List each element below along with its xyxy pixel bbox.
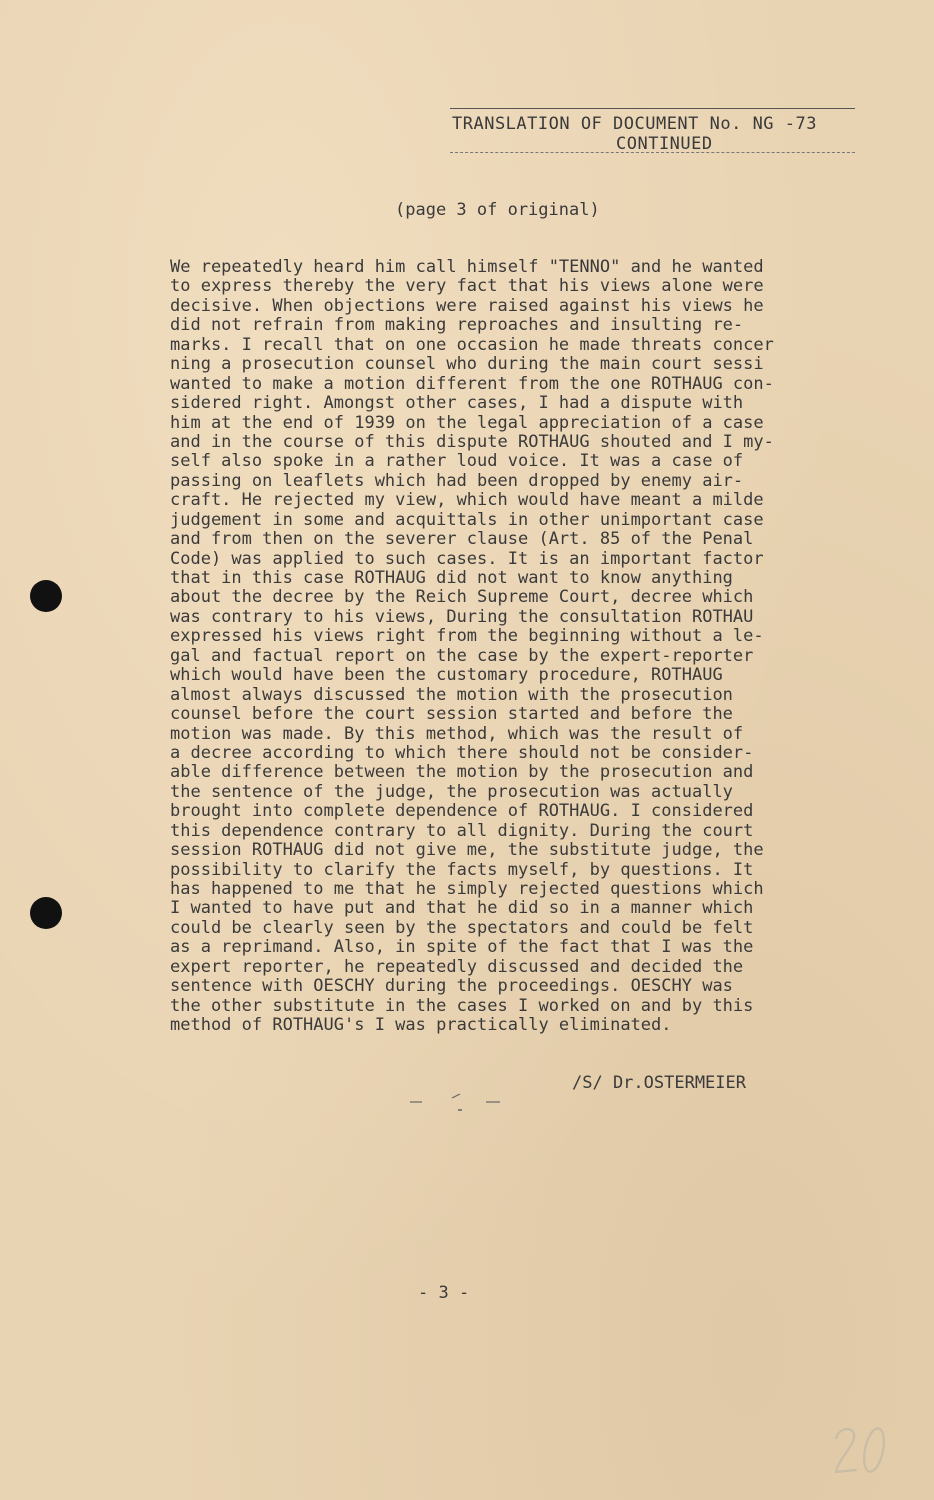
header-title: TRANSLATION OF DOCUMENT No. NG -73 — [452, 114, 817, 134]
body-text — [170, 258, 870, 1036]
body-line: session ROTHAUG did not give me, the substitute judge, the — [170, 840, 764, 861]
body-line: and from then on the severer clause (Art. 85 of the Penal — [170, 529, 754, 550]
body-line: craft. He rejected my view, which would have meant a milde — [170, 490, 764, 511]
body-line: was contrary to his views, During the consultation ROTHAU — [170, 606, 754, 627]
body-line: and in the course of this dispute ROTHAUG shouted and I my- — [170, 431, 774, 452]
body-line: as a reprimand. Also, in spite of the fact that I was the — [170, 937, 754, 958]
body-line: marks. I recall that on one occasion he made threats concer — [170, 334, 774, 355]
body-line: a decree according to which there should not be consider- — [170, 742, 754, 763]
body-line: judgement in some and acquittals in other unimportant case — [170, 509, 764, 530]
body-line: ning a prosecution counsel who during the main court sessi — [170, 354, 764, 375]
body-line: able difference between the motion by the prosecution and — [170, 762, 754, 783]
body-line: the other substitute in the cases I worked on and by this — [170, 995, 754, 1016]
body-line: him at the end of 1939 on the legal appreciation of a case — [170, 412, 764, 433]
body-line: the sentence of the judge, the prosecution was actually — [170, 781, 733, 802]
original-page-note: (page 3 of original) — [395, 200, 600, 220]
body-line: this dependence contrary to all dignity. During the court — [170, 820, 754, 841]
body-line: almost always discussed the motion with the prosecution — [170, 684, 733, 705]
body-line: that in this case ROTHAUG did not want to know anything — [170, 568, 733, 588]
body-line: brought into complete dependence of ROTHAUG. I considered — [170, 801, 754, 822]
body-line: decisive. When objections were raised against his views he — [170, 295, 764, 316]
body-line: counsel before the court session started and before the — [170, 704, 733, 725]
body-line: sentence with OESCHY during the proceedings. OESCHY was — [170, 976, 733, 997]
body-line: wanted to make a motion different from the one ROTHAUG con- — [170, 373, 774, 394]
body-line: Code) was applied to such cases. It is an important factor — [170, 548, 764, 569]
page-number: - 3 - — [418, 1283, 470, 1303]
body-line: passing on leaflets which had been dropped by enemy air- — [170, 470, 744, 491]
body-line: We repeatedly heard him call himself "TENNO" and he wanted — [170, 257, 764, 277]
body-line: has happened to me that he simply rejected questions which — [170, 879, 764, 899]
punch-hole — [30, 580, 62, 612]
body-line: expert reporter, he repeatedly discussed and decided the — [170, 956, 744, 977]
body-line: possibility to clarify the facts myself, by questions. It — [170, 859, 754, 880]
handwritten-page-number — [830, 1420, 890, 1480]
body-line: expressed his views right from the beginning without a le- — [170, 626, 764, 647]
body-line: which would have been the customary procedure, ROTHAUG — [170, 665, 723, 686]
signature-line: /S/ Dr.OSTERMEIER — [572, 1073, 746, 1093]
body-line: to express thereby the very fact that his views alone were — [170, 276, 764, 297]
header-bottom-rule — [450, 152, 855, 153]
header-continued: CONTINUED — [616, 134, 713, 154]
body-line: could be clearly seen by the spectators and could be felt — [170, 917, 754, 938]
signature-marks — [408, 1090, 503, 1114]
body-line: method of ROTHAUG's I was practically eliminated. — [170, 1015, 672, 1036]
body-line: sidered right. Amongst other cases, I had a dispute with — [170, 393, 744, 414]
header-top-rule — [450, 108, 855, 109]
punch-hole — [30, 897, 62, 929]
body-line: about the decree by the Reich Supreme Court, decree which — [170, 587, 754, 608]
body-line: gal and factual report on the case by the expert-reporter — [170, 645, 754, 666]
body-line: I wanted to have put and that he did so in a manner which — [170, 898, 754, 919]
body-line: did not refrain from making reproaches and insulting re- — [170, 315, 744, 336]
body-line: motion was made. By this method, which was the result of — [170, 723, 744, 744]
body-line: self also spoke in a rather loud voice. It was a case of — [170, 451, 744, 472]
